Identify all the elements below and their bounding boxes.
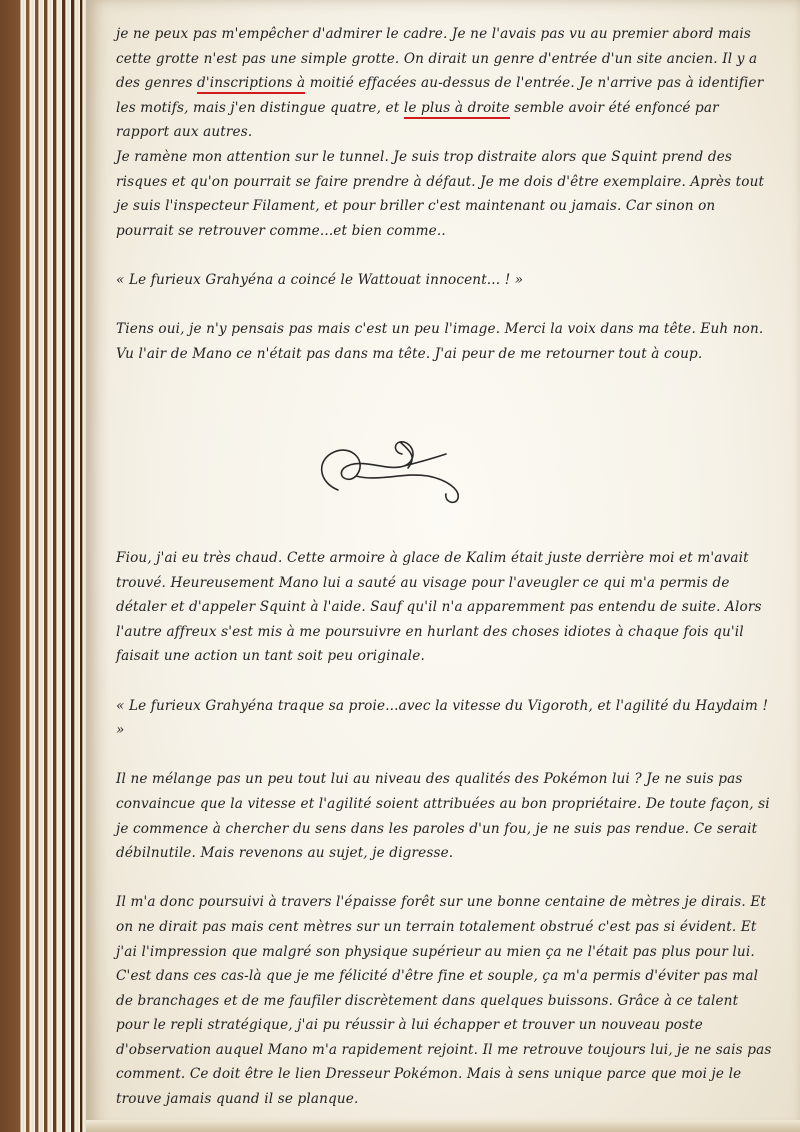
text-run: semble avoir été enfoncé par rapport aux autres. — [116, 99, 719, 141]
paragraph — [116, 694, 772, 743]
text-run: je ne peux pas m'empêcher d'admirer le cadre. Je ne l'avais pas vu au premier abord mais cette grotte n'est pas une simple grotte. On dirait un genre d'entrée d'un site ancien. Il y a des genres — [116, 26, 758, 92]
text-run: « Le furieux Grahyéna traque sa proie...avec la vitesse du Vigoroth, et l'agilité du Haydaim ! » — [116, 697, 769, 739]
text-run: Je ramène mon attention sur le tunnel. Je suis trop distraite alors que Squint prend des risques et qu'on pourrait se faire prendre à défaut. Je me dois d'être exemplaire. Après tout je suis l'inspecteur Filament, et pour briller c'est maintenant ou jamais. Car sinon on pourrait se retrouver comme...et bien comme.. — [116, 148, 765, 239]
story-section-2 — [116, 546, 772, 1112]
text-run: Tiens oui, je n'y pensais pas mais c'est un peu l'image. Merci la voix dans ma tête. Euh non. Vu l'air de Mano ce n'était pas dans ma tête. J'ai peur de me retourner tout à coup. — [116, 321, 764, 362]
paragraph — [116, 145, 772, 243]
text-run: Fiou, j'ai eu très chaud. Cette armoire à glace de Kalim était juste derrière moi et m'avait trouvé. Heureusement Mano lui a sauté au visage pour l'aveugler ce qui m'a permis de détaler et d'appeler Squint à l'aide. Sauf qu'il n'a apparemment pas entendu de suite. Alors l'autre affreux s'est mis à me poursuivre en hurlant des choses idiotes à chaque fois qu'il faisait une action un tant soit peu originale. — [116, 550, 762, 665]
paragraph — [116, 268, 772, 293]
flourish-divider-icon — [308, 432, 468, 508]
paragraph — [116, 546, 772, 669]
paragraph — [116, 767, 772, 865]
story-section-1 — [116, 22, 772, 366]
paragraph-gap — [116, 243, 772, 268]
paragraph-gap — [116, 293, 772, 318]
highlighted-phrase: d'inscriptions à — [197, 75, 305, 94]
paragraph — [116, 317, 772, 366]
paragraph — [116, 890, 772, 1111]
paragraph-gap — [116, 669, 772, 694]
text-run: Il m'a donc poursuivi à travers l'épaisse forêt sur une bonne centaine de mètres je dirais. Et on ne dirait pas mais cent mètres sur un terrain totalement obstrué c'est pas si évident. Et j'ai l'impression que malgré son physique supérieur au mien ça ne l'était pas plus pour lui. C'est dans ces cas-là que je me félicité d'être fine et souple, ça m'a permis d'éviter pas mal de branchages et de me faufiler discrètement dans quelques buissons. Grâce à ce talent pour le repli stratégique, j'ai pu réussir à lui échapper et trouver un nouveau poste d'observation auquel Mano m'a rapidement rejoint. Il me retrouve toujours lui, je ne sais pas comment. Ce doit être le lien Dresseur Pokémon. Mais à sens unique parce que moi je le trouve jamais quand il se planque. — [116, 894, 772, 1108]
text-run: Il ne mélange pas un peu tout lui au niveau des qualités des Pokémon lui ? Je ne suis pas convaincue que la vitesse et l'agilité soient attribuées au bon propriétaire. De toute façon, si je commence à chercher du sens dans les paroles d'un fou, je ne suis pas rendue. Ce serait débilnutile. Mais revenons au sujet, je digresse. — [116, 771, 770, 862]
paragraph — [116, 22, 772, 145]
text-run: moitié effacées au-dessus de l'entrée. Je n'arrive pas à identifier les motifs, mais j'en distingue quatre, et — [116, 75, 764, 116]
highlighted-phrase: le plus à droite — [404, 100, 510, 119]
page-bottom-edge — [86, 1120, 800, 1132]
paragraph-gap — [116, 743, 772, 768]
text-run: « Le furieux Grahyéna a coincé le Wattouat innocent... ! » — [116, 271, 524, 288]
paragraph-gap — [116, 866, 772, 891]
